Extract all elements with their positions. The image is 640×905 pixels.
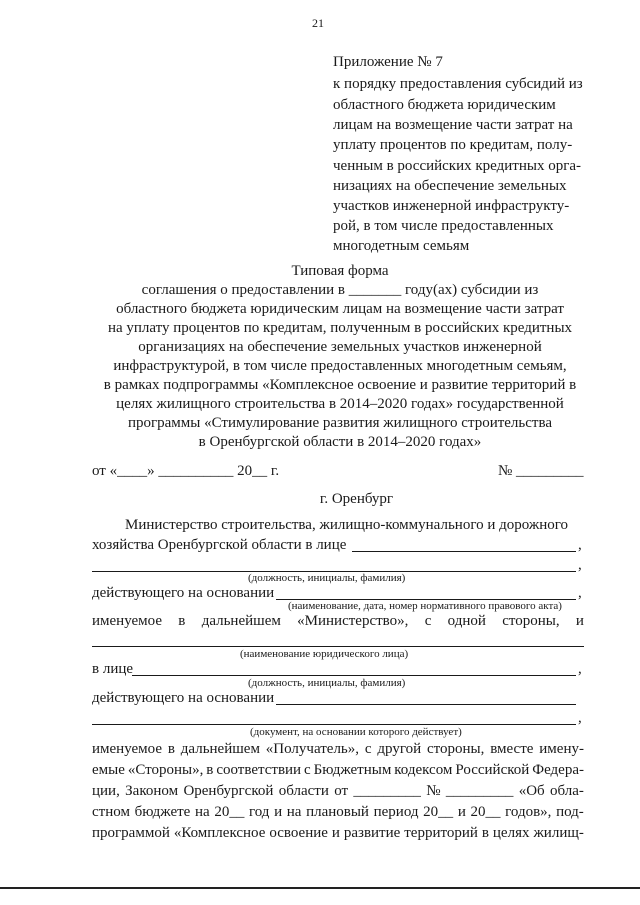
word: и: [575, 613, 584, 629]
word: и: [457, 804, 466, 820]
caption-document: (документ, на основании которого действует): [250, 726, 462, 738]
word: период: [373, 804, 419, 820]
word: бюджете: [134, 804, 191, 820]
fill-line: [92, 646, 584, 647]
page-number: 21: [312, 16, 324, 30]
word: «Министерство»,: [297, 613, 409, 629]
appendix-line: лицам на возмещение части затрат на: [333, 117, 573, 133]
comma: ,: [578, 537, 582, 553]
in-person: в лице: [92, 661, 134, 677]
word: «Стороны»,: [127, 762, 204, 778]
word: плановый: [306, 804, 369, 820]
word: целях: [492, 825, 530, 841]
appendix-line: ченным в российских кредитных орга-: [333, 158, 581, 174]
word: именуемое: [92, 613, 162, 629]
word: Российской: [455, 762, 530, 778]
word: одной: [447, 613, 486, 629]
fill-line: [92, 724, 576, 725]
word: ции,: [92, 783, 120, 799]
word: жилищ-: [533, 825, 584, 841]
word: «Получатель»,: [265, 741, 360, 757]
agreement-date: от «____» __________ 20__ г.: [92, 463, 280, 479]
ministry-line: хозяйства Оренбургской области в лице: [92, 537, 347, 553]
appendix-line: уплату процентов по кредитам, полу-: [333, 137, 573, 153]
form-heading: Типовая форма: [291, 263, 389, 279]
word: территорий: [404, 825, 478, 841]
paragraph-line: [92, 763, 584, 778]
appendix-line: к порядку предоставления субсидий из: [333, 76, 583, 92]
form-title-line: программы «Стимулирование развития жилищного строительства: [127, 415, 553, 431]
caption-entity: (наименование юридического лица): [240, 648, 409, 660]
word: от: [334, 783, 349, 799]
form-title-line: в рамках подпрограммы «Комплексное освоение и развитие территорий в: [103, 377, 577, 393]
ministry-line: Министерство строительства, жилищно-коммунального и дорожного: [125, 517, 569, 533]
appendix-line: рой, в том числе предоставленных: [333, 218, 554, 234]
word: кодексом: [394, 762, 453, 778]
word: в: [206, 762, 214, 778]
word: стороны,: [426, 741, 485, 757]
form-title-line: в Оренбургской области в 2014–2020 годах»: [198, 434, 482, 450]
word: на: [194, 804, 210, 820]
fill-line: [276, 704, 576, 705]
paragraph-line: [92, 805, 584, 820]
appendix-line: участков инженерной инфраструкту-: [333, 198, 570, 214]
word: годов»,: [505, 804, 552, 820]
fill-line: [132, 675, 576, 676]
comma: ,: [578, 661, 582, 677]
appendix-title: Приложение № 7: [333, 54, 443, 70]
appendix-line: низациях на обеспечение земельных: [333, 178, 567, 194]
hereinafter-ministry: [92, 614, 584, 629]
form-title-line: организациях на обеспечение земельных участков инженерной: [138, 339, 542, 355]
word: развитие: [343, 825, 401, 841]
appendix-line: многодетным семьям: [333, 238, 470, 254]
word: стном: [92, 804, 130, 820]
word: области: [278, 783, 329, 799]
word: емые: [92, 762, 125, 778]
caption-position: (должность, инициалы, фамилия): [248, 677, 406, 689]
word: _________: [445, 783, 514, 799]
word: год: [248, 804, 270, 820]
form-title-line: областного бюджета юридическим лицам на возмещение части затрат: [116, 301, 564, 317]
word: вместе: [490, 741, 534, 757]
word: Оренбургской: [183, 783, 274, 799]
page-bottom-rule: [0, 887, 640, 889]
comma: ,: [578, 710, 582, 726]
word: с: [364, 741, 372, 757]
word: 20__: [423, 804, 454, 820]
word: обла-: [549, 783, 584, 799]
word: программой: [92, 825, 170, 841]
word: Законом: [125, 783, 179, 799]
city: г. Оренбург: [319, 491, 394, 507]
paragraph-line: [92, 826, 584, 841]
word: другой: [377, 741, 422, 757]
word: №: [426, 783, 441, 799]
form-title-line: инфраструктурой, в том числе предоставленных многодетным семьям,: [113, 358, 567, 374]
word: и: [331, 825, 340, 841]
word: стороны,: [502, 613, 560, 629]
fill-line: [352, 551, 576, 552]
word: освоение: [269, 825, 328, 841]
word: соответствии: [216, 762, 302, 778]
word: Бюджетным: [313, 762, 392, 778]
word: именуемое: [92, 741, 162, 757]
word: с: [424, 613, 432, 629]
word: «Комплексное: [173, 825, 266, 841]
word: Федера-: [532, 762, 584, 778]
word: _________: [353, 783, 421, 799]
word: на: [286, 804, 302, 820]
word: под-: [556, 804, 584, 820]
appendix-line: областного бюджета юридическим: [333, 97, 556, 113]
acting-basis: действующего на основании: [92, 690, 275, 706]
word: 20__: [214, 804, 245, 820]
caption-position: (должность, инициалы, фамилия): [248, 572, 406, 584]
word: в: [167, 741, 175, 757]
comma: ,: [578, 585, 582, 601]
word: в: [178, 613, 186, 629]
word: 20__: [470, 804, 501, 820]
paragraph-line: [92, 784, 584, 799]
form-title-line: соглашения о предоставлении в _______ году(ах) субсидии из: [141, 282, 539, 298]
agreement-number: № _________: [498, 463, 584, 479]
word: и: [274, 804, 283, 820]
form-title-line: на уплату процентов по кредитам, полученным в российских кредитных: [107, 320, 573, 336]
word: имену-: [539, 741, 584, 757]
word: дальнейшем: [180, 741, 260, 757]
word: дальнейшем: [201, 613, 281, 629]
word: «Об: [518, 783, 545, 799]
word: в: [481, 825, 489, 841]
acting-basis: действующего на основании: [92, 585, 275, 601]
comma: ,: [578, 557, 582, 573]
paragraph-line: [92, 742, 584, 757]
word: с: [304, 762, 311, 778]
caption-act: (наименование, дата, номер нормативного правового акта): [288, 600, 562, 612]
form-title-line: целях жилищного строительства в 2014–2020 годах» государственной: [116, 396, 564, 412]
